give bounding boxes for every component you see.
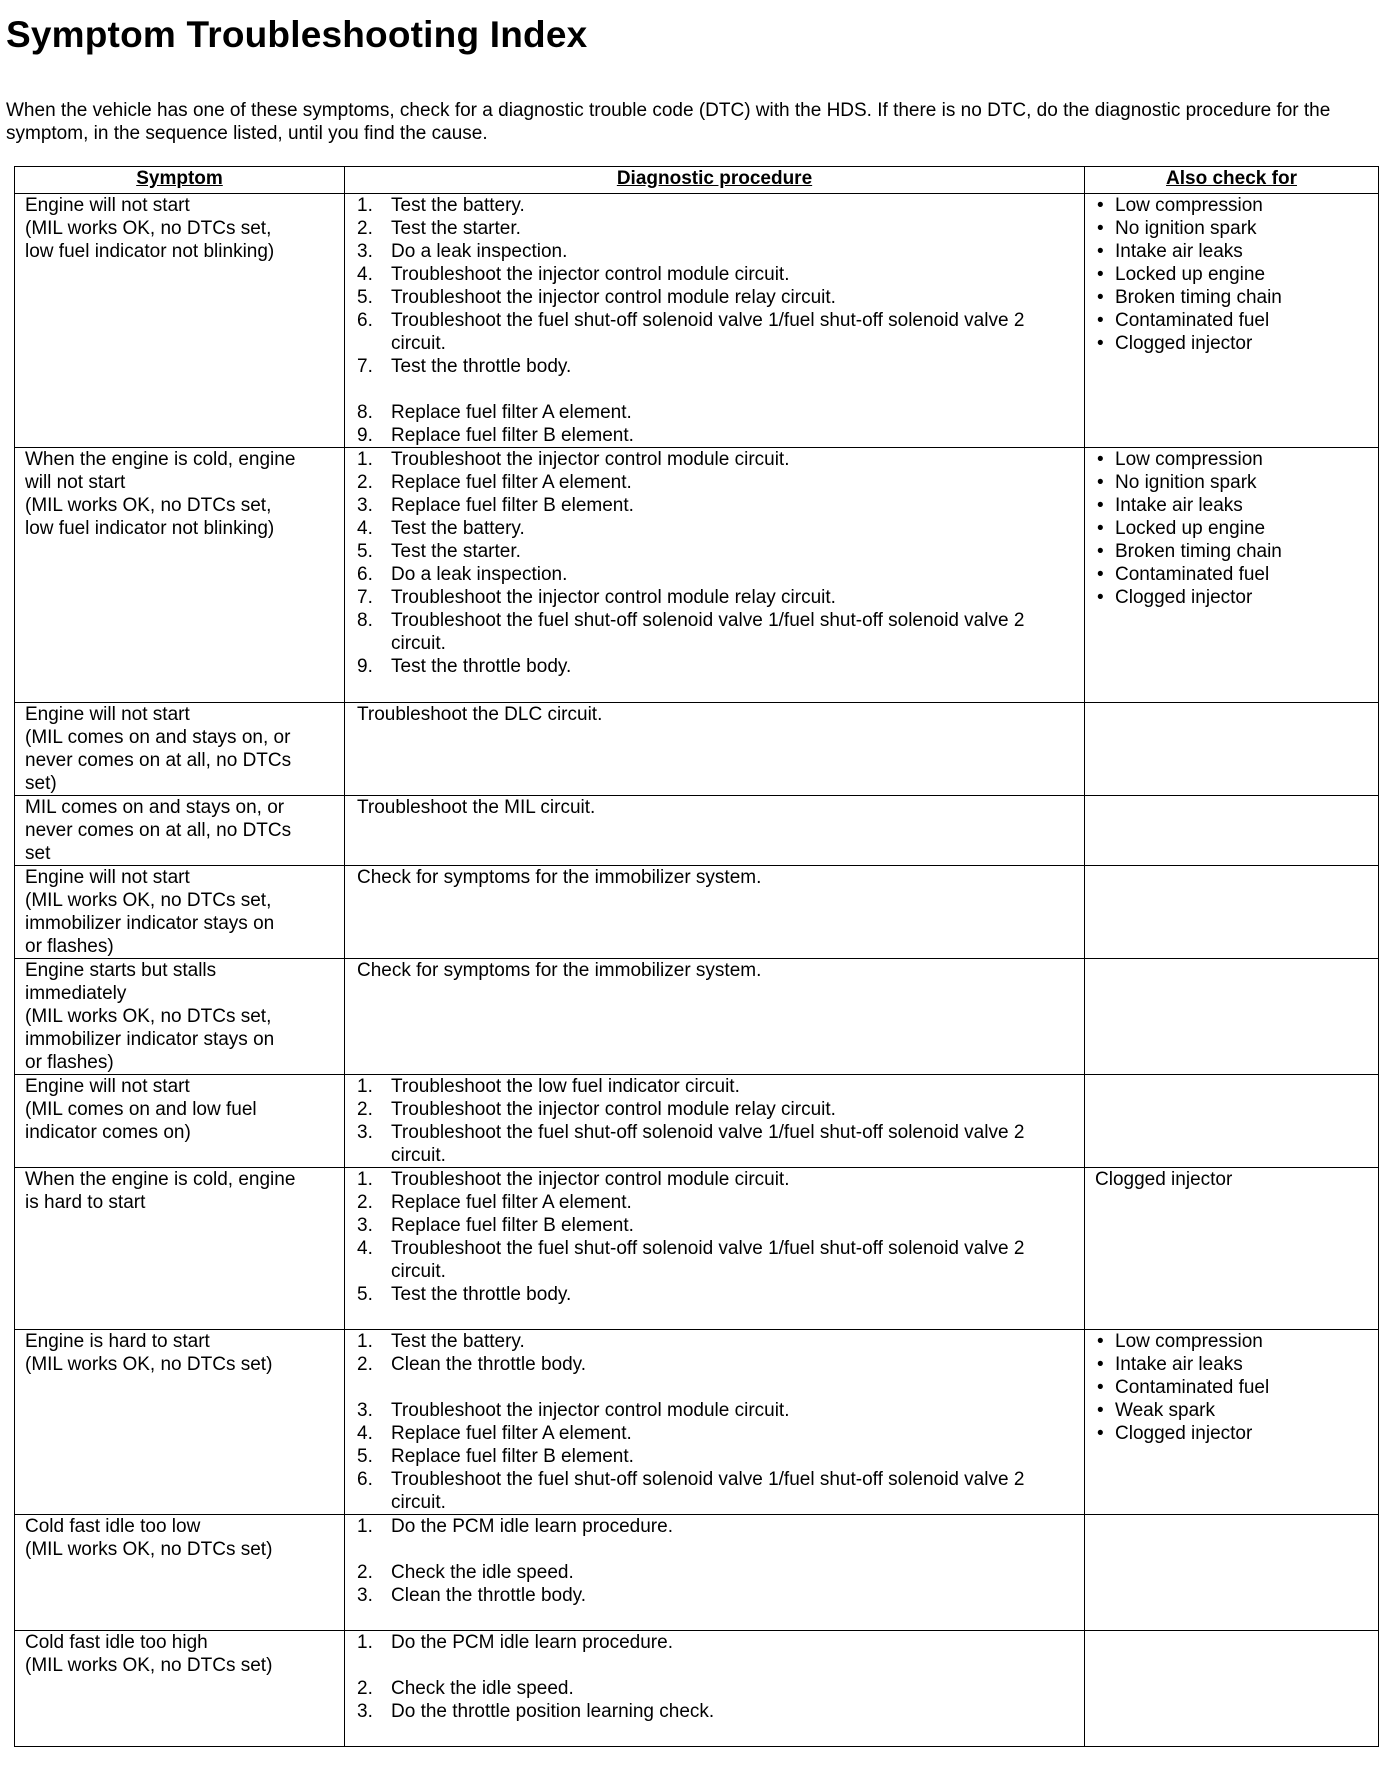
procedure-step: 1. Troubleshoot the injector control module circuit. bbox=[357, 449, 790, 470]
procedure-step: 2. Replace fuel filter A element. bbox=[357, 472, 632, 493]
procedure-step: 5. Test the starter. bbox=[357, 541, 521, 562]
procedure-cell bbox=[345, 866, 1085, 959]
procedure-cell bbox=[345, 1075, 1085, 1168]
also-check-item: • Low compression bbox=[1097, 1331, 1263, 1352]
also-check-column-header: Also check for bbox=[1085, 167, 1379, 194]
symptom-line: Engine starts but stalls bbox=[25, 960, 217, 981]
procedure-step: 3. Do a leak inspection. bbox=[357, 241, 568, 262]
also-check-cell bbox=[1085, 796, 1379, 866]
symptom-line: immobilizer indicator stays on bbox=[25, 1029, 275, 1050]
also-check-cell bbox=[1085, 194, 1379, 448]
procedure-step: 6. Troubleshoot the fuel shut-off solenoid valve 1/fuel shut-off solenoid valve 2 circuit. bbox=[357, 1469, 1025, 1513]
also-check-item: • Low compression bbox=[1097, 195, 1263, 216]
symptom-line: (MIL works OK, no DTCs set, bbox=[25, 218, 272, 239]
symptom-line: immobilizer indicator stays on bbox=[25, 913, 275, 934]
symptom-line: (MIL works OK, no DTCs set) bbox=[25, 1354, 273, 1375]
also-check-cell bbox=[1085, 866, 1379, 959]
symptom-cell bbox=[15, 1168, 345, 1330]
procedure-step: 3. Replace fuel filter B element. bbox=[357, 495, 634, 516]
procedure-step: 5. Test the throttle body. bbox=[357, 1284, 572, 1305]
procedure-step: 9. Test the throttle body. bbox=[357, 656, 572, 677]
procedure-step: 2. Troubleshoot the injector control module relay circuit. bbox=[357, 1099, 836, 1120]
symptom-line: Engine is hard to start bbox=[25, 1331, 210, 1352]
also-check-cell bbox=[1085, 959, 1379, 1075]
table-row bbox=[15, 796, 1379, 866]
procedure-column-header: Diagnostic procedure bbox=[345, 167, 1085, 194]
symptom-column-header: Symptom bbox=[15, 167, 345, 194]
symptom-line: Engine will not start bbox=[25, 704, 190, 725]
procedure-step: 8. Replace fuel filter A element. bbox=[357, 402, 632, 423]
symptom-line: is hard to start bbox=[25, 1192, 146, 1213]
procedure-step: 1. Do the PCM idle learn procedure. bbox=[357, 1516, 673, 1537]
also-check-cell bbox=[1085, 448, 1379, 703]
also-check-item: • No ignition spark bbox=[1097, 472, 1257, 493]
procedure-step: 3. Clean the throttle body. bbox=[357, 1585, 587, 1606]
also-check-list bbox=[1091, 448, 1372, 609]
procedure-step: 9. Replace fuel filter B element. bbox=[357, 425, 634, 446]
procedure-step: 5. Troubleshoot the injector control module relay circuit. bbox=[357, 287, 836, 308]
also-check-item: • Intake air leaks bbox=[1097, 241, 1243, 262]
procedure-step: 2. Replace fuel filter A element. bbox=[357, 1192, 632, 1213]
also-check-cell bbox=[1085, 1631, 1379, 1747]
symptom-line: low fuel indicator not blinking) bbox=[25, 241, 275, 262]
procedure-text: Troubleshoot the DLC circuit. bbox=[357, 704, 603, 725]
procedure-step: 7. Troubleshoot the injector control module relay circuit. bbox=[357, 587, 836, 608]
procedure-steps bbox=[351, 194, 1078, 447]
also-check-item: • Contaminated fuel bbox=[1097, 1377, 1270, 1398]
symptom-line: indicator comes on) bbox=[25, 1122, 191, 1143]
symptom-cell bbox=[15, 796, 345, 866]
table-row bbox=[15, 866, 1379, 959]
procedure-steps bbox=[351, 1075, 1078, 1167]
symptom-line: When the engine is cold, engine bbox=[25, 449, 296, 470]
intro-paragraph: When the vehicle has one of these symptoms, check for a diagnostic trouble code (DTC) with the HDS. If there is no DTC, do the diagnostic procedure for the symptom, in the sequence listed, until you find the cause. bbox=[6, 100, 1331, 144]
also-check-item: • Clogged injector bbox=[1097, 1423, 1253, 1444]
also-check-cell bbox=[1085, 1515, 1379, 1631]
procedure-step: 4. Troubleshoot the injector control module circuit. bbox=[357, 264, 790, 285]
symptom-cell bbox=[15, 1631, 345, 1747]
symptom-line: low fuel indicator not blinking) bbox=[25, 518, 275, 539]
also-check-item: • Intake air leaks bbox=[1097, 1354, 1243, 1375]
also-check-list bbox=[1091, 194, 1372, 355]
procedure-steps bbox=[351, 1515, 1078, 1607]
procedure-cell bbox=[345, 1168, 1085, 1330]
procedure-step: 1. Test the battery. bbox=[357, 1331, 525, 1352]
symptom-line: (MIL works OK, no DTCs set, bbox=[25, 495, 272, 516]
page-title: Symptom Troubleshooting Index bbox=[6, 14, 588, 55]
symptom-line: Engine will not start bbox=[25, 195, 190, 216]
procedure-steps bbox=[351, 1631, 1078, 1723]
procedure-cell bbox=[345, 1515, 1085, 1631]
symptom-line: (MIL comes on and stays on, or bbox=[25, 727, 291, 748]
symptom-line: or flashes) bbox=[25, 1052, 114, 1073]
symptom-line: Engine will not start bbox=[25, 1076, 190, 1097]
symptom-line: Cold fast idle too low bbox=[25, 1516, 201, 1537]
procedure-step: 1. Troubleshoot the low fuel indicator circuit. bbox=[357, 1076, 740, 1097]
symptom-cell bbox=[15, 1515, 345, 1631]
also-check-item: • Locked up engine bbox=[1097, 264, 1266, 285]
procedure-cell bbox=[345, 194, 1085, 448]
symptom-cell bbox=[15, 1330, 345, 1515]
procedure-step: 2. Test the starter. bbox=[357, 218, 521, 239]
symptom-line: (MIL comes on and low fuel bbox=[25, 1099, 257, 1120]
procedure-cell bbox=[345, 959, 1085, 1075]
procedure-steps bbox=[351, 1168, 1078, 1306]
procedure-step: 8. Troubleshoot the fuel shut-off solenoid valve 1/fuel shut-off solenoid valve 2 circuit. bbox=[357, 610, 1025, 654]
procedure-steps bbox=[351, 448, 1078, 678]
procedure-text: Check for symptoms for the immobilizer system. bbox=[357, 867, 762, 888]
symptom-cell bbox=[15, 448, 345, 703]
also-check-cell bbox=[1085, 1075, 1379, 1168]
symptom-line: When the engine is cold, engine bbox=[25, 1169, 296, 1190]
symptom-line: MIL comes on and stays on, or bbox=[25, 797, 285, 818]
procedure-step: 3. Do the throttle position learning check. bbox=[357, 1701, 715, 1722]
also-check-cell bbox=[1085, 703, 1379, 796]
also-check-text: Clogged injector bbox=[1095, 1169, 1233, 1190]
procedure-step: 1. Troubleshoot the injector control module circuit. bbox=[357, 1169, 790, 1190]
also-check-item: • Contaminated fuel bbox=[1097, 310, 1270, 331]
procedure-step: 2. Clean the throttle body. bbox=[357, 1354, 587, 1375]
procedure-step: 3. Troubleshoot the fuel shut-off solenoid valve 1/fuel shut-off solenoid valve 2 circuit. bbox=[357, 1122, 1025, 1166]
symptom-line: never comes on at all, no DTCs bbox=[25, 750, 292, 771]
procedure-cell bbox=[345, 1330, 1085, 1515]
symptom-cell bbox=[15, 194, 345, 448]
also-check-item: • Intake air leaks bbox=[1097, 495, 1243, 516]
table-row bbox=[15, 959, 1379, 1075]
table-header-row bbox=[15, 167, 1379, 194]
table-row bbox=[15, 1515, 1379, 1631]
procedure-step: 2. Check the idle speed. bbox=[357, 1678, 574, 1699]
symptom-cell bbox=[15, 703, 345, 796]
also-check-item: • No ignition spark bbox=[1097, 218, 1257, 239]
procedure-text: Check for symptoms for the immobilizer system. bbox=[357, 960, 762, 981]
symptom-line: set bbox=[25, 843, 51, 864]
procedure-step: 4. Replace fuel filter A element. bbox=[357, 1423, 632, 1444]
procedure-step: 6. Troubleshoot the fuel shut-off solenoid valve 1/fuel shut-off solenoid valve 2 circuit. bbox=[357, 310, 1025, 354]
also-check-item: • Broken timing chain bbox=[1097, 541, 1282, 562]
procedure-step: 4. Troubleshoot the fuel shut-off solenoid valve 1/fuel shut-off solenoid valve 2 circuit. bbox=[357, 1238, 1025, 1282]
table-row bbox=[15, 448, 1379, 703]
also-check-cell bbox=[1085, 1168, 1379, 1330]
also-check-list bbox=[1091, 1330, 1372, 1445]
symptom-line: or flashes) bbox=[25, 936, 114, 957]
symptom-line: will not start bbox=[25, 472, 126, 493]
procedure-cell bbox=[345, 1631, 1085, 1747]
table-row bbox=[15, 1168, 1379, 1330]
also-check-item: • Weak spark bbox=[1097, 1400, 1215, 1421]
procedure-cell bbox=[345, 703, 1085, 796]
symptom-line: (MIL works OK, no DTCs set, bbox=[25, 1006, 272, 1027]
symptom-line: Engine will not start bbox=[25, 867, 190, 888]
procedure-text: Troubleshoot the MIL circuit. bbox=[357, 797, 596, 818]
also-check-item: • Broken timing chain bbox=[1097, 287, 1282, 308]
procedure-step: 7. Test the throttle body. bbox=[357, 356, 572, 377]
procedure-step: 6. Do a leak inspection. bbox=[357, 564, 568, 585]
also-check-item: • Contaminated fuel bbox=[1097, 564, 1270, 585]
table-row bbox=[15, 1631, 1379, 1747]
symptom-line: (MIL works OK, no DTCs set) bbox=[25, 1539, 273, 1560]
procedure-step: 5. Replace fuel filter B element. bbox=[357, 1446, 634, 1467]
procedure-step: 2. Check the idle speed. bbox=[357, 1562, 574, 1583]
also-check-item: • Clogged injector bbox=[1097, 587, 1253, 608]
troubleshooting-table bbox=[14, 166, 1379, 1747]
procedure-step: 4. Test the battery. bbox=[357, 518, 525, 539]
procedure-step: 1. Test the battery. bbox=[357, 195, 525, 216]
also-check-item: • Low compression bbox=[1097, 449, 1263, 470]
symptom-line: set) bbox=[25, 773, 57, 794]
table-row bbox=[15, 703, 1379, 796]
symptom-cell bbox=[15, 866, 345, 959]
table-row bbox=[15, 1330, 1379, 1515]
procedure-step: 1. Do the PCM idle learn procedure. bbox=[357, 1632, 673, 1653]
also-check-item: • Locked up engine bbox=[1097, 518, 1266, 539]
table-row bbox=[15, 194, 1379, 448]
symptom-line: (MIL works OK, no DTCs set) bbox=[25, 1655, 273, 1676]
symptom-line: (MIL works OK, no DTCs set, bbox=[25, 890, 272, 911]
symptom-cell bbox=[15, 959, 345, 1075]
symptom-cell bbox=[15, 1075, 345, 1168]
symptom-line: Cold fast idle too high bbox=[25, 1632, 208, 1653]
table-row bbox=[15, 1075, 1379, 1168]
symptom-line: never comes on at all, no DTCs bbox=[25, 820, 292, 841]
also-check-item: • Clogged injector bbox=[1097, 333, 1253, 354]
procedure-cell bbox=[345, 448, 1085, 703]
procedure-cell bbox=[345, 796, 1085, 866]
procedure-step: 3. Replace fuel filter B element. bbox=[357, 1215, 634, 1236]
also-check-cell bbox=[1085, 1330, 1379, 1515]
symptom-line: immediately bbox=[25, 983, 127, 1004]
procedure-steps bbox=[351, 1330, 1078, 1514]
procedure-step: 3. Troubleshoot the injector control module circuit. bbox=[357, 1400, 790, 1421]
